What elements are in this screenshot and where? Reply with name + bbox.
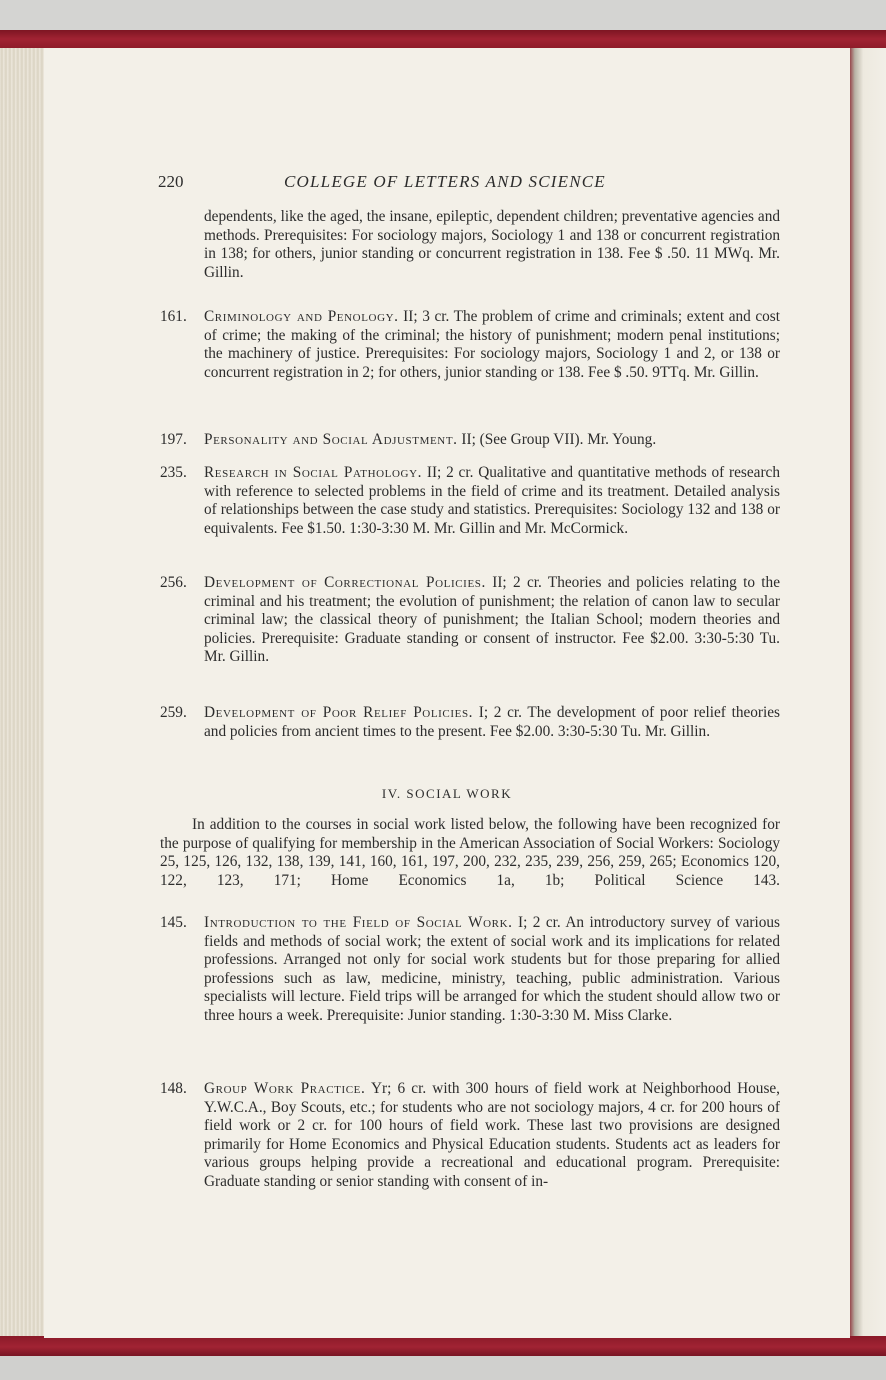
book-cover-edge-bottom	[0, 1336, 886, 1358]
course-description	[204, 914, 780, 1026]
course-text: II; 2 cr. Theories and policies relating to the criminal and his treatment; the evolution of punishment; the relation of canon law to secular criminal law; the classical theory of punishment; the Italian School; modern theories and policies. Prerequisite: Graduate standing or consent of instructor. Fee $2.00. 3:30-5:30 Tu. Mr. Gillin.	[204, 574, 780, 666]
section-heading: IV. SOCIAL WORK	[381, 786, 513, 801]
course-title: Research in Social Pathology.	[204, 464, 423, 481]
course-text: II; 2 cr. Qualitative and quantitative methods of research with reference to selected problems in the field of crime and its treatment. Detailed analysis of relationships between the case study and statistics. Prerequisites: Sociology 132 and 138 or equivalents. Fee $1.50. 1:30-3:30 M. Mr. Gillin and Mr. McCormick.	[204, 464, 780, 537]
course-number: 197.	[160, 431, 187, 448]
course-description	[204, 1080, 780, 1192]
course-number: 145.	[160, 914, 187, 931]
course-title: Introduction to the Field of Social Work.	[204, 914, 513, 931]
course-text: II; 3 cr. The problem of crime and criminals; extent and cost of crime; the making of the criminal; the history of punishment; modern penal institutions; the machinery of justice. Prerequisites: For sociology majors, Sociology 1 and 2, or 138 or concurrent registration in 2; for others, junior standing or 138. Fee $ .50. 9TTq. Mr. Gillin.	[204, 308, 781, 381]
book-page-edges-left	[0, 48, 46, 1338]
course-number: 161.	[160, 308, 187, 325]
book-page-edges-right	[848, 48, 886, 1338]
course-number: 148.	[160, 1080, 187, 1097]
course-title: Personality and Social Adjustment.	[204, 431, 458, 448]
page-header	[44, 172, 850, 196]
scan-background-top	[0, 0, 886, 32]
continuation-paragraph: dependents, like the aged, the insane, epileptic, dependent children; preventative agencies and methods. Prerequisites: For sociology majors, Sociology 1 and 138 or concurrent registration in 138; for others, junior standing or concurrent registration in 138. Fee $ .50. 11 MWq. Mr. Gillin.	[204, 208, 780, 281]
section-intro-paragraph: In addition to the courses in social work listed below, the following have been recognized for the purpose of qualifying for membership in the American Association of Social Workers: Sociology 25, 125, 126, 132, 138, 139, 141, 160, 161, 197, 200, 232, 235, 239, 256, 259, 265; Economics 120, 122, 123, 171; Home Economics 1a, 1b; Political Science 143.	[160, 816, 780, 889]
course-text: II; (See Group VII). Mr. Young.	[457, 431, 657, 448]
course-text: I; 2 cr. An introductory survey of various fields and methods of social work; the extent of social work and its implications for related professions. Arranged not only for social work students but for those preparing for allied professions such as law, medicine, ministry, teaching, public administration. Various specialists will lecture. Field trips will be arranged for which the student should allow two or three hours a week. Prerequisite: Junior standing. 1:30-3:30 M. Miss Clarke.	[204, 914, 780, 1024]
book-cover-edge-top	[0, 30, 886, 50]
course-title: Group Work Practice.	[204, 1080, 366, 1097]
course-title: Criminology and Penology.	[204, 308, 399, 325]
course-description	[204, 464, 780, 538]
course-description	[204, 704, 780, 741]
course-text: Yr; 6 cr. with 300 hours of field work at Neighborhood House, Y.W.C.A., Boy Scouts, etc.; for students who are not sociology majors, 4 cr. for 200 hours of field work or 2 cr. for 100 hours of field work. These last two provisions are designed primarily for Home Economics and Physical Education students. Students act as leaders for various groups helping provide a recreational and educational program. Prerequisite: Graduate standing or senior standing with consent of in-	[204, 1080, 781, 1190]
course-description	[204, 574, 780, 667]
running-head: COLLEGE OF LETTERS AND SCIENCE	[284, 172, 606, 191]
course-number: 256.	[160, 574, 187, 591]
course-number: 259.	[160, 704, 187, 721]
course-number: 235.	[160, 464, 187, 481]
course-text: I; 2 cr. The development of poor relief theories and policies from ancient times to the present. Fee $2.00. 3:30-5:30 Tu. Mr. Gillin.	[204, 704, 780, 740]
scan-background-bottom	[0, 1356, 886, 1380]
course-title: Development of Poor Relief Policies.	[204, 704, 474, 721]
book-page	[44, 48, 850, 1338]
course-description	[204, 431, 780, 450]
course-title: Development of Correctional Policies.	[204, 574, 486, 591]
course-description	[204, 308, 780, 382]
page-number: 220	[158, 172, 184, 191]
